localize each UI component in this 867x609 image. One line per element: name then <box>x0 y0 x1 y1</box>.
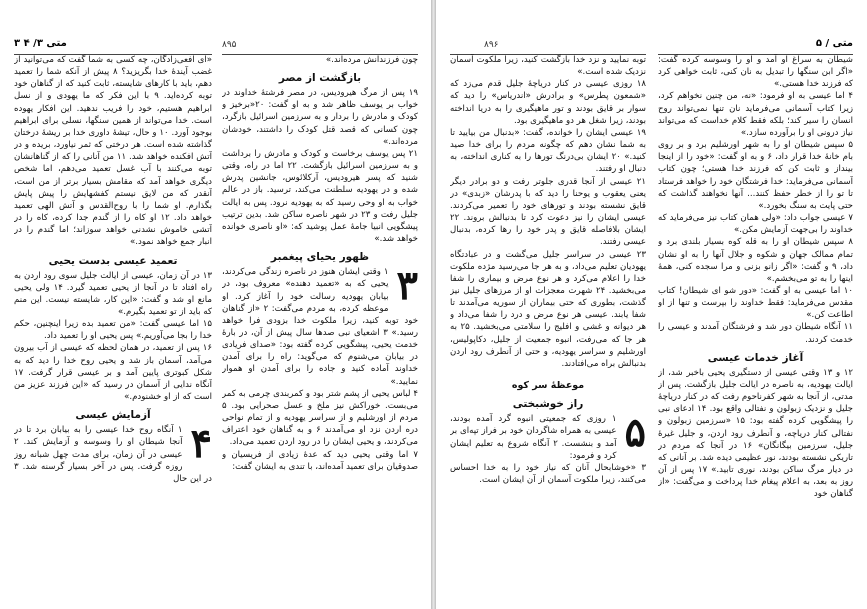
right-page-number: ۸۹۶ <box>484 40 499 50</box>
section-heading: آغاز خدمات عیسی <box>707 351 804 364</box>
left-page-right-column <box>14 54 212 603</box>
section-heading: راز خوشبختی <box>512 398 584 411</box>
left-page-number: ۸۹۵ <box>222 40 237 50</box>
paragraph: ۸ سپس شیطان او را به قله کوه بسیار بلندی برد و تمام ممالک جهان و شکوه و جلال آنها را به او نشان داد، ۹ و گفت: «اگر زانو بزنی و مرا سجده کنی، همهٔ اینها را به تو می‌بخشم.» <box>658 237 853 284</box>
left-page-left-column <box>222 54 418 603</box>
paragraph: ۷ عیسی جواب داد: «ولی همان کتاب نیز می‌فرماید که خداوند را بی‌جهت آزمایش مکن.» <box>658 213 853 236</box>
paragraph: ۲۱ عیسی از آنجا قدری جلوتر رفت و دو برادر دیگر یعنی یعقوب و یوحنا را دید که با پدرشان «زبدی» در قایق نشسته بودند و تورهای خود را تعمیر می‌کردند. عیسی ایشان را نیز دعوت کرد تا بدنبالش بروند. ۲۲ ایشان بلافاصله قایق و پدر خود را رها کرده، بدنبال عیسی رفتند. <box>450 176 646 248</box>
paragraph: ۱۱ آنگاه شیطان دور شد و فرشتگان آمدند و عیسی را خدمت کردند. <box>658 322 853 345</box>
paragraph: «ای افعی‌زادگان، چه کسی به شما گفت که می‌توانید از غضب آیندهٔ خدا بگریزید؟ ۸ پیش از آنکه شما را تعمید دهم، باید با کارهای شایسته، ثابت کنید که از گناهان خود توبه کرده‌اید. ۹ با این فکر که ما یهودی و از نسل ابراهیم هستیم، خود را فریب ندهید. این افکار یهوده است. خدا می‌تواند از همین سنگها، نسلی برای ابراهیم بوجود آورد. ۱۰ و حال، تیشهٔ داوری خدا بر ریشهٔ درختان گذاشته شده است. هر درختی که ثمر نیاورد، بریده و در آتش افکنده خواهد شد. ۱۱ من آنانی را که از گناهانشان توبه می‌کنند با آب غسل تعمید می‌دهم، اما شخص دیگری خواهد آمد که مقامش بسیار برتر از من است، آنقدر که من لایق نیستم کفشهایش را پیش پایش بگذارم. او شما را با روح‌القدس و آتش الهی تعمید خواهد داد. ۱۲ او کاه را از گندم جدا کرده، کاه را در آتشی خاموش نشدنی خواهد سوزاند؛ اما گندم را در انبار جمع خواهد نمود.» <box>14 55 212 248</box>
paragraph: ۱۸ روزی عیسی در کنار دریاچهٔ جلیل قدم می‌زد که «شمعون پطرس» و برادرش «اندریاس» را دید که سوار بر قایق بودند و تور ماهیگیری را به دریا انداخته بودند، زیرا شغل هر دو ماهیگیری بود. <box>450 79 646 126</box>
paragraph: چون فرزندانش مرده‌اند.» <box>325 55 418 65</box>
book-section-title: موعظهٔ سر کوه <box>511 380 585 392</box>
section-heading: بازگشت از مصر <box>278 72 362 85</box>
right-page <box>436 0 867 609</box>
left-page <box>0 0 431 609</box>
chapter-number: ۳ <box>396 262 418 310</box>
right-page-header: متی / ۵ <box>815 38 853 49</box>
section-heading: ظهور یحیای پیغمبر <box>270 251 370 264</box>
paragraph: ۴ لباس یحیی از پشم شتر بود و کمربندی چرمی به کمر می‌بست. خوراکش نیز ملخ و عسل صحرایی بود. ۵ مردم از اورشلیم و از سراسر یهودیه و از تمام نواحی دره اردن نزد او می‌آمدند ۶ و به گناهان خود اعتراف می‌کردند، و یحیی ایشان را در رود اردن تعمید می‌داد. <box>222 388 418 448</box>
paragraph: ۱۲ و ۱۳ وقتی عیسی از دستگیری یحیی باخبر شد، از ایالت یهودیه، به ناصره در ایالت جلیل بازگشت. پس از مدتی، از آنجا به شهر کفرناحوم رفت که در کنار دریاچهٔ جلیل و نزدیک زبولون و نفتالی واقع بود. ۱۴ ادعای نبی را پیشگویی کرده گفته بود: ۱۵ «سرزمین زبولون و نفتالی کنار دریاچه، و آنطرف رود اردن، و جلیل غیرهٔ جلیل، سرزمین بیگانگان» ۱۶ در آنجا که مردم در تاریکی نشسته بودند، نور عظیمی دیده شد. بر آنانی که در دیار مرگ ساکن بودند، نوری تابید.» ۱۷ پس از آن روز به بعد، به اعلام پیغام خدا پرداخت و می‌گفت: «از گناهان خود <box>658 367 853 500</box>
right-page-left-column <box>450 54 646 603</box>
chapter-number: ۴ <box>190 420 212 468</box>
left-page-header: متی ۳/ ۴ ۳ <box>14 38 67 49</box>
section-heading: تعمید عیسی بدست یحیی <box>48 254 178 267</box>
chapter-number: ۵ <box>624 409 646 457</box>
paragraph: ۳ «خوشابحال آنان که نیاز خود را به خدا احساس می‌کنند، زیرا ملکوت آسمان از آن ایشان است. <box>450 462 646 485</box>
paragraph: ۱۰ اما عیسی به او گفت: «دور شو ای شیطان! کتاب مقدس می‌فرماید: فقط خداوند را بپرست و تنها از او اطاعت کن.» <box>658 285 853 321</box>
paragraph: ۱۶ پس از تعمید، در همان لحظه که عیسی از آب بیرون می‌آمد، آسمان باز شد و یحیی روح خدا را دید که به شکل کبوتری پایین آمد و بر عیسی قرار گرفت. ۱۷ آنگاه ندایی از آسمان در رسید که «این فرزند عزیز من است که از او خشنودم.» <box>14 343 212 403</box>
paragraph: شیطان به سراغ او آمد و او را وسوسه کرده گفت: «اگر ابن سنگها را تبدیل به نان کنی، ثابت خواهی کرد که فرزند خدا هستی.» <box>658 55 853 90</box>
paragraph: ۲۱ پس یوسف برخاست و کودک و مادرش را برداشت و به سرزمین اسرائیل بازگشت. ۲۲ اما در راه، وقتی شنید که پسر هیرودیس، آرکلائوس، جانشین پدرش شده و در یهودیه سلطنت می‌کند، ترسید. باز در عالم خواب به او وحی رسید که به یهودیه نرود. پس به ایالت جلیل رفت و ۲۳ در شهر ناصره ساکن شد. بدین ترتیب پیشگویی انبیا جامهٔ عمل پوشید که: «او ناصری خوانده خواهد شد.» <box>222 148 418 245</box>
paragraph: ۱۳ در آن زمان، عیسی از ایالت جلیل سوی رود اردن به راه افتاد تا در آنجا از یحیی تعمید گیرد. ۱۴ ولی یحیی مانع او شد و گفت: «این کار، شایسته نیست. این منم که باید از تو تعمید بگیرم.» <box>14 270 212 317</box>
section-heading: آزمایش عیسی <box>75 409 151 422</box>
paragraph: ۵ سپس شیطان او را به شهر اورشلیم برد و بر روی بام خانهٔ خدا قرار داد، ۶ و به او گفت: «خود را از اینجا بینداز و ثابت کن که فرزند خدا هستی؛ چون کتاب آسمانی می‌فرماید: خدا فرشتگان خود را خواهد فرستاد تا تو را از خطر حفظ کنند... آنها نخواهند گذاشت که حتی پایت به سنگ بخورد.» <box>658 140 853 211</box>
paragraph: ۱۹ پس از مرگ هیرودیس، در مصر فرشتهٔ خداوند در خواب بر یوسف ظاهر شد و به او گفت: ۲۰«برخیز و کودک و مادرش را بردار و به سرزمین اسرائیل بازگرد، چون کسانی که قصد قتل کودک را داشتند، خودشان مرده‌اند.» <box>222 88 418 147</box>
paragraph: ۱ وقتی ایشان هنوز در ناصره زندگی می‌کردند، یحیی که به «تعمید دهنده» معروف بود، در بیابان یهودیه رسالت خود را آغاز کرد. او موعظه کرده، به مردم می‌گفت: ۲ «از گناهان خود توبه کنید، زیرا ملکوت خدا بزودی فرا خواهد رسید.» ۳ اشعیای نبی صدها سال پیش از آن، در بارهٔ خدمت یحیی، پیشگویی کرده گفته بود: «صدای فریادی در بیابان می‌شنوم که می‌گوید: راه را برای آمدن خداوند آماده کنید و جاده را برای آمدن او هموار نمایید.» <box>222 267 418 387</box>
right-page-right-column <box>658 54 853 603</box>
paragraph: ۱۹ عیسی ایشان را خوانده، گفت: «بدنبال من بیایید تا به شما نشان دهم که چگونه مردم را برای خدا صید کنید.» ۲۰ ایشان بی‌درنگ تورها را به کناری انداخته، به دنبال او رفتند. <box>450 127 646 175</box>
paragraph: ۴ اما عیسی به او فرمود: «نه، من چنین نخواهم کرد، زیرا کتاب آسمانی می‌فرماید نان تنها نمی‌تواند روح انسان را سیر کند؛ بلکه فقط کلام خداست که می‌تواند نیاز درونی او را برآورده سازد.» <box>658 91 853 138</box>
paragraph: ۷ اما وقتی یحیی دید که عدهٔ زیادی از فریسیان و صدوقیان برای تعمید آمده‌اند، با تندی به ایشان گفت: <box>222 449 418 472</box>
paragraph: ۱ روزی که جمعیتی انبوه گرد آمده بودند، عیسی به همراه شاگردان خود بر فراز تپه‌ای بر آمد و بنشست. ۲ آنگاه شروع به تعلیم ایشان کرد و فرمود: <box>450 414 617 461</box>
paragraph: ۲۳ عیسی در سراسر جلیل می‌گشت و در عبادتگاه یهودیان تعلیم می‌داد، و به هر جا می‌رسید مژده ملکوت خدا را اعلام می‌کرد و هر نوع مرض و بیماری را شفا می‌بخشید. ۲۴ شهرت معجزات او از مرزهای جلیل نیز گذشت، بطوری که حتی بیماران از سوریه می‌آمدند تا شفا یابند. عیسی هر نوع مرض و درد را شفا می‌داد و هر دیوانه و غشی و افلیج را سلامتی می‌بخشید. ۲۵ به هر جا که می‌رفت، انبوه جمعیت از جلیل، دکاپولیس، اورشلیم و سراسر یهودیه، و حتی از آنطرف رود اردن بدنبالش براه می‌افتادند. <box>450 249 646 369</box>
paragraph: ۱۵ اما عیسی گفت: «من تعمید بده زیرا اینچنین، حکم خدا را بجا می‌آوریم.» پس یحیی او را تعمید داد. <box>14 319 212 342</box>
paragraph: ۱ آنگاه روح خدا عیسی را به بیابان برد تا در آنجا شیطان او را وسوسه و آزمایش کند. ۲ عیسی در آن زمان، برای مدت چهل شبانه روز روزه گرفت. پس در آخر بسیار گرسنه شد. ۳ در این حال <box>14 425 212 484</box>
paragraph: توبه نمایید و نزد خدا بازگشت کنید، زیرا ملکوت آسمان نزدیک شده است.» <box>450 55 646 78</box>
